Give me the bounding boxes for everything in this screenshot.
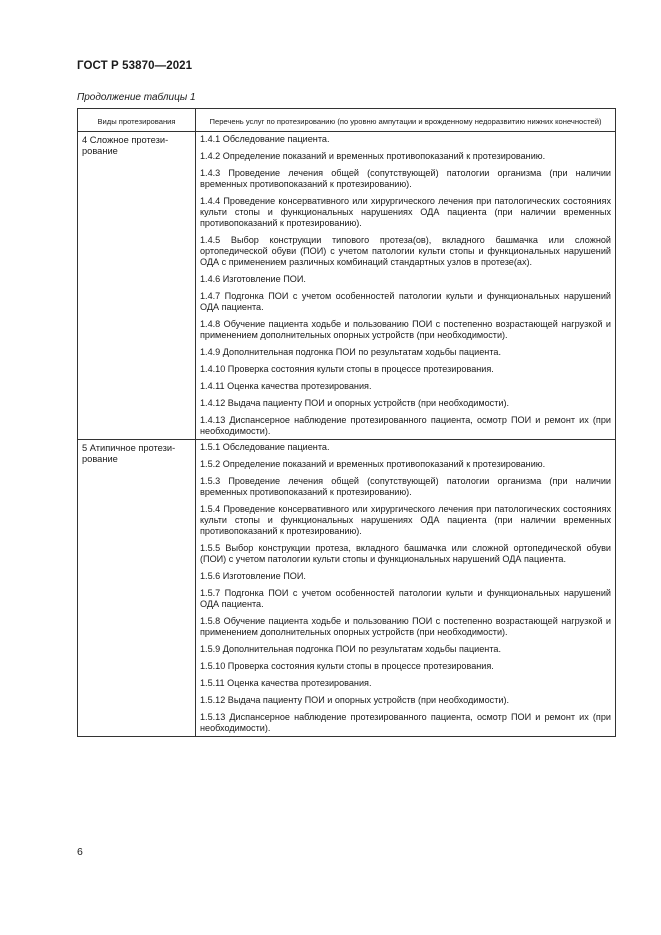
service-item: 1.4.1 Обследование пациента. [200,134,330,144]
table-row [78,132,616,440]
service-item: 1.4.10 Проверка состояния культи стопы в процессе протезирования. [200,364,494,374]
prosthetics-kind-cell: 5 Атипичное протези-рование [78,440,196,737]
service-item: 1.5.6 Изготовление ПОИ. [200,571,306,581]
service-item: 1.5.2 Определение показаний и временных противопоказаний к протезированию. [200,459,546,469]
service-item: 1.5.11 Оценка качества протезирования. [200,678,372,688]
service-item: 1.5.3 Проведение лечения общей (сопутствующей) патологии организма (при наличии временных противопоказаний к протезированию). [200,476,611,497]
service-item: 1.4.11 Оценка качества протезирования. [200,381,372,391]
service-item: 1.5.7 Подгонка ПОИ с учетом особенностей патологии культи и функциональных нарушений ОДА пациента. [200,588,611,609]
service-item: 1.4.8 Обучение пациента ходьбе и пользованию ПОИ с постепенно возрастающей нагрузкой и применением дополнительных опорных устройств (при необходимости). [200,319,611,340]
services-table [77,108,616,737]
services-list-cell [196,132,616,440]
service-item: 1.5.1 Обследование пациента. [200,442,330,452]
service-item: 1.4.7 Подгонка ПОИ с учетом особенностей патологии культи и функциональных нарушений ОДА пациента. [200,291,611,312]
table-header-row [78,109,616,132]
service-item: 1.4.13 Диспансерное наблюдение протезированного пациента, осмотр ПОИ и ремонт их (при необходимости). [200,415,611,436]
prosthetics-kind-cell: 4 Сложное протези-рование [78,132,196,440]
page-number: 6 [77,846,83,858]
column-header-services: Перечень услуг по протезированию (по уровню ампутации и врожденному недоразвитию нижних конечностей) [196,109,616,132]
service-item: 1.5.5 Выбор конструкции протеза, вкладного башмачка или сложной ортопедической обуви (ПОИ) с учетом патологии культи стопы и функциональных нарушений ОДА пациента. [200,543,611,564]
service-item: 1.5.9 Дополнительная подгонка ПОИ по результатам ходьбы пациента. [200,644,501,654]
service-item: 1.4.2 Определение показаний и временных противопоказаний к протезированию. [200,151,546,161]
service-item: 1.4.6 Изготовление ПОИ. [200,274,306,284]
service-item: 1.4.3 Проведение лечения общей (сопутствующей) патологии организма (при наличии временных противопоказаний к протезированию). [200,168,611,189]
table-row [78,440,616,737]
service-item: 1.4.12 Выдача пациенту ПОИ и опорных устройств (при необходимости). [200,398,510,408]
service-item: 1.5.13 Диспансерное наблюдение протезированного пациента, осмотр ПОИ и ремонт их (при необходимости). [200,712,611,733]
service-item: 1.5.10 Проверка состояния культи стопы в процессе протезирования. [200,661,494,671]
service-item: 1.5.12 Выдача пациенту ПОИ и опорных устройств (при необходимости). [200,695,510,705]
service-item: 1.4.9 Дополнительная подгонка ПОИ по результатам ходьбы пациента. [200,347,501,357]
service-item: 1.5.4 Проведение консервативного или хирургического лечения при патологических состояниях культи стопы и функциональных нарушениях ОДА пациента (при наличии временных противопоказаний к протезированию). [200,504,611,536]
services-list-cell [196,440,616,737]
service-item: 1.4.5 Выбор конструкции типового протеза(ов), вкладного башмачка или сложной ортопедической обуви (ПОИ) с учетом патологии культи стопы и функциональных нарушений ОДА с применением различных комбинаций стандартных узлов в протезе(ах). [200,235,611,267]
service-item: 1.5.8 Обучение пациента ходьбе и пользованию ПОИ с постепенно возрастающей нагрузкой и применением дополнительных опорных устройств (при необходимости). [200,616,611,637]
column-header-kind: Виды протезирования [78,109,196,132]
table-caption: Продолжение таблицы 1 [77,92,196,103]
document-header: ГОСТ Р 53870—2021 [77,60,193,72]
service-item: 1.4.4 Проведение консервативного или хирургического лечения при патологических состояниях культи стопы и функциональных нарушениях ОДА пациента (при наличии временных противопоказаний к протезированию). [200,196,611,228]
